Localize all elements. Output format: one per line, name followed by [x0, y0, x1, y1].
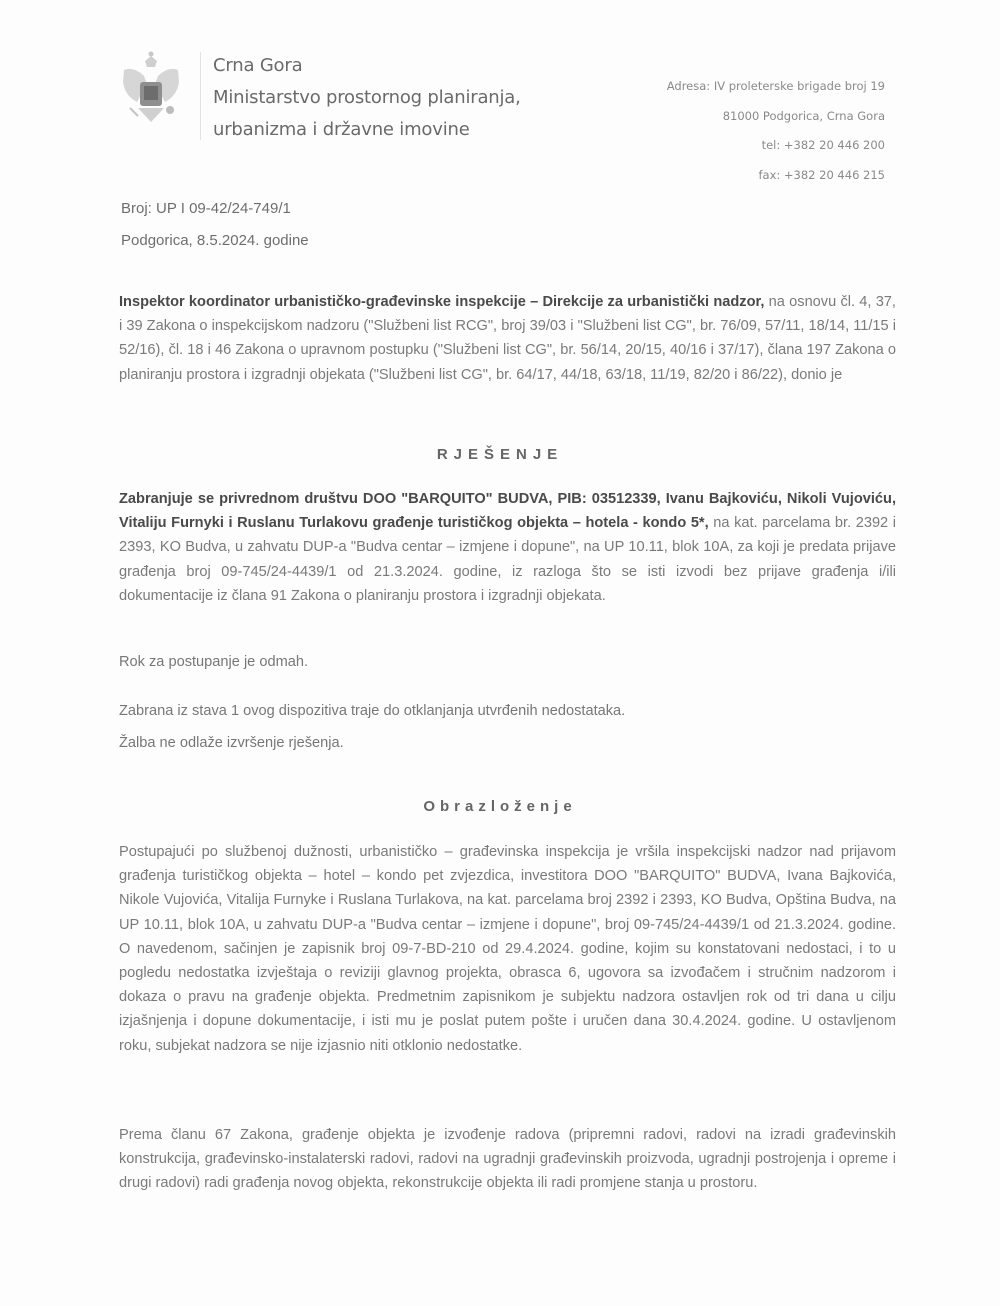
decision-title: RJEŠENJE [436, 446, 564, 463]
place-and-date: Podgorica, 8.5.2024. godine [121, 232, 309, 249]
montenegro-coat-of-arms-icon [118, 50, 184, 130]
header-divider [200, 52, 201, 140]
reference-number: Broj: UP I 09-42/24-749/1 [121, 200, 291, 217]
address-block [667, 72, 885, 190]
address-fax: fax: +382 20 446 215 [758, 167, 885, 182]
reasoning-title: Obrazloženje [423, 798, 577, 815]
country-name: Crna Gora [213, 55, 303, 76]
preamble [119, 290, 896, 387]
preamble-authority: Inspektor koordinator urbanističko-građevinske inspekcije – Direkcije za urbanistički nadzor, [119, 294, 765, 310]
appeal-text: Žalba ne odlaže izvršenje rješenja. [119, 735, 344, 751]
deadline-text: Rok za postupanje je odmah. [119, 654, 309, 670]
ministry-line-1: Ministarstvo prostornog planiranja, [213, 87, 521, 108]
address-street: Adresa: IV proleterske brigade broj 19 [666, 79, 885, 93]
preamble-legal-basis: na osnovu čl. 4, 37, i 39 Zakona o inspekcijskom nadzoru ("Službeni list RCG", broj 39/03 i "Službeni list CG", br. 76/09, 57/11, 18/14, 11/15 i 52/16), čl. 18 i 46 Zakona o upravnom postupku ("Službeni list CG", br. 56/14, 20/15, 40/16 i 37/17), člana 197 Zakona o planiranju prostora i izgradnji objekata ("Službeni list CG", br. 64/17, 44/18, 63/18, 11/19, 82/20 i 86/22), donio je [119, 294, 896, 383]
ban-duration-text: Zabrana iz stava 1 ovog dispozitiva traje do otklanjanja utvrđenih nedostataka. [119, 703, 626, 719]
reference-block [121, 193, 309, 257]
reasoning-paragraph-1: Postupajući po službenoj dužnosti, urbanističko – građevinska inspekcija je vršila inspekcijski nadzor nad prijavom građenja turističkog objekta – hotel – kondo pet zvjezdica, investitora DOO "BARQUITO" BUDVA, Ivana Bajkovića, Nikole Vujovića, Vitalija Furnyke i Ruslana Turlakova, na kat. parcelama broj 2392 i 2393, KO Budva, Opština Budva, na UP 10.11, blok 10A, u zahvatu DUP-a "Budva centar – izmjene i dopune", broj 09-745/24-4439/1 od 21.3.2024. godine. O navedenom, sačinjen je zapisnik broj 09-7-BD-210 od 29.4.2024. godine, kojim su konstatovani nedostaci, i to u pogledu nedostatka izvještaja o reviziji glavnog projekta, obrasca 6, ugovora sa izvođačem i stručnim nadzorom i dokaza o pravu na građenje objekta. Predmetnim zapisnikom je subjektu nadzora ostavljen rok od tri dana u cilju izjašnjenja i dopune dokumentacije, i isti mu je poslat putem pošte i uručen dana 30.4.2024. godine. U ostavljenom roku, subjekat nadzora se nije izjasnio niti otklonio nedostatke. [119, 844, 896, 1054]
ministry-name [213, 50, 521, 146]
address-city: 81000 Podgorica, Crna Gora [722, 108, 885, 123]
reasoning-paragraph-2: Prema članu 67 Zakona, građenje objekta je izvođenje radova (pripremni radovi, radovi na izradi građevinskih konstrukcija, građevinsko-instalaterski radovi, radovi na ugradnji građevinskih proizvoda, ugradnji postrojenja i opreme i drugi radovi) radi građenja novog objekta, rekonstrukcije objekta ili radi promjene stanja u prostoru. [119, 1127, 896, 1192]
address-phone: tel: +382 20 446 200 [761, 138, 885, 152]
decision-prohibition: Zabranjuje se privrednom društvu DOO "BARQUITO" BUDVA, PIB: 03512339, Ivanu Bajkoviću, Nikoli Vujoviću, Vitaliju Furnyki i Ruslanu Turlakovu građenje turističkog objekta – hotela - kondo 5*, [119, 491, 896, 532]
ministry-line-2: urbanizma i državne imovine [213, 119, 470, 140]
decision-text [119, 487, 896, 608]
decision-details: na kat. parcelama br. 2392 i 2393, KO Budva, u zahvatu DUP-a "Budva centar – izmjene i dopune", na UP 10.11, blok 10A, za koji je predata prijave građenja broj 09-745/24-4439/1 od 21.3.2024. godine, iz razloga što se isti izvodi bez prijave građenja i/ili dokumentacije iz člana 91 Zakona o planiranju prostora i izgradnji objekata. [119, 515, 896, 604]
